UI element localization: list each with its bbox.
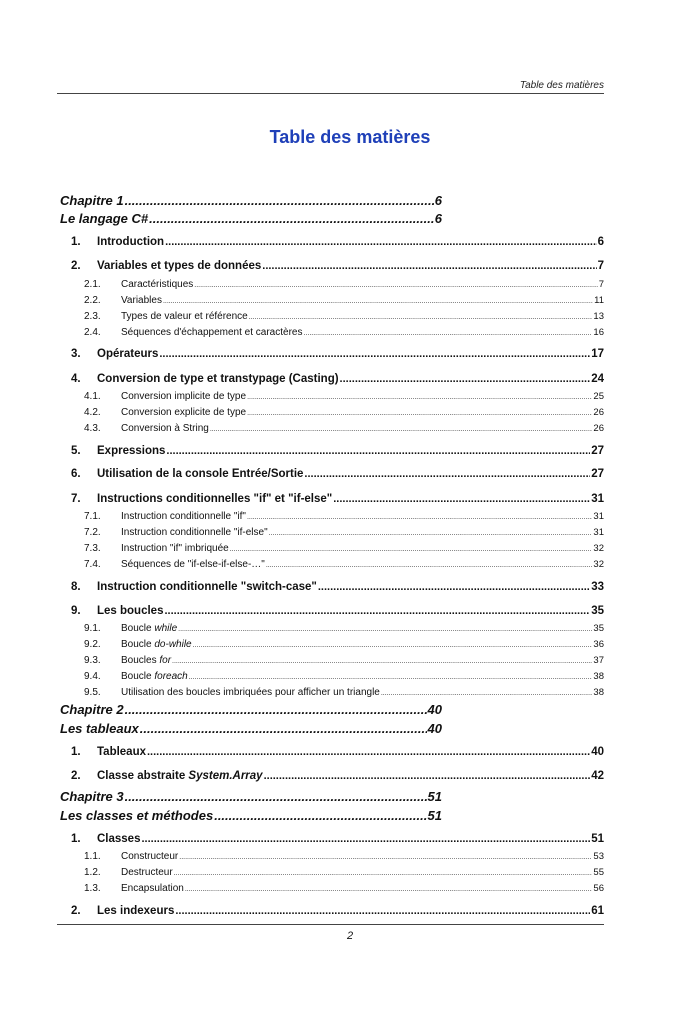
toc-entry-number: 7.4.	[84, 559, 101, 570]
toc-entry-title: Chapitre 2	[60, 702, 124, 717]
toc-entry-page: 32	[593, 559, 604, 570]
toc-entry-number: 7.1.	[84, 511, 101, 522]
toc-entry-number: 7.	[71, 493, 81, 505]
toc-entry-title: Séquences de "if-else-if-else-…"	[121, 559, 265, 570]
toc-entry-title: Chapitre 3	[60, 789, 124, 804]
toc-entry-title: Utilisation de la console Entrée/Sortie	[97, 468, 304, 480]
toc-entry-number: 3.	[71, 348, 81, 360]
dot-leader	[214, 809, 426, 822]
toc-entry-title: Classe abstraite System.Array	[97, 770, 263, 782]
toc-entry-page: 38	[593, 687, 604, 698]
toc-entry-number: 7.3.	[84, 543, 101, 554]
toc-entry-page: 26	[593, 407, 604, 418]
toc-entry-title: Conversion de type et transtypage (Casting)	[97, 373, 339, 385]
toc-entry-page: 56	[593, 883, 604, 894]
toc-entry-page: 51	[591, 833, 604, 845]
dot-leader	[333, 494, 590, 506]
toc-entry[interactable]	[71, 494, 604, 506]
dot-leader	[262, 261, 596, 273]
toc-entry-title: Les boucles	[97, 605, 164, 617]
toc-entry-page: 31	[593, 511, 604, 522]
toc-entry-number: 8.	[71, 581, 81, 593]
toc-entry-number: 4.	[71, 373, 81, 385]
toc-entry-title: Destructeur	[121, 867, 173, 878]
dot-leader	[247, 512, 592, 522]
toc-entry-number: 9.2.	[84, 639, 101, 650]
dot-leader	[303, 328, 592, 338]
toc-entry[interactable]	[71, 771, 604, 783]
toc-entry-number: 2.3.	[84, 311, 101, 322]
toc-entry[interactable]	[71, 582, 604, 594]
dot-leader	[210, 424, 593, 434]
dot-leader	[125, 194, 434, 207]
running-header: Table des matières	[519, 80, 604, 91]
toc-entry[interactable]	[60, 722, 442, 735]
toc-entry-page: 35	[593, 623, 604, 634]
toc-entry-page: 51	[427, 789, 442, 804]
dot-leader	[147, 747, 590, 759]
toc-entry-page: 35	[591, 605, 604, 617]
toc-entry-page: 7	[597, 260, 604, 272]
toc-entry-title: Les tableaux	[60, 721, 139, 736]
toc-entry[interactable]	[71, 374, 604, 386]
toc-entry-title: Tableaux	[97, 746, 146, 758]
toc-entry[interactable]	[84, 296, 604, 306]
toc-entry-title: Encapsulation	[121, 883, 184, 894]
toc-entry-page: 51	[427, 808, 442, 823]
toc-entry-page: 40	[427, 721, 442, 736]
toc-entry[interactable]	[84, 640, 604, 650]
toc-entry-page: 7	[598, 279, 604, 290]
dot-leader	[149, 212, 434, 225]
toc-entry[interactable]	[71, 906, 604, 918]
dot-leader	[304, 469, 590, 481]
toc-entry-number: 9.4.	[84, 671, 101, 682]
toc-entry-title: Conversion à String	[121, 423, 209, 434]
toc-entry[interactable]	[60, 194, 442, 207]
toc-entry-number: 2.1.	[84, 279, 101, 290]
dot-leader	[159, 349, 590, 361]
toc-entry-page: 40	[591, 746, 604, 758]
dot-leader	[172, 656, 592, 666]
footer-rule	[57, 924, 604, 925]
toc-entry-title: Instruction conditionnelle "if"	[121, 511, 246, 522]
toc-entry-number: 9.3.	[84, 655, 101, 666]
toc-entry[interactable]	[84, 672, 604, 682]
toc-entry-page: 53	[593, 851, 604, 862]
toc-entry[interactable]	[71, 237, 604, 249]
toc-entry-title: Instruction "if" imbriquée	[121, 543, 229, 554]
toc-entry-page: 25	[593, 391, 604, 402]
toc-entry[interactable]	[84, 656, 604, 666]
toc-entry-page: 11	[594, 295, 604, 306]
toc-entry-page: 31	[593, 527, 604, 538]
toc-entry-page: 42	[591, 770, 604, 782]
toc-entry[interactable]	[71, 349, 604, 361]
toc-entry-page: 33	[591, 581, 604, 593]
toc-entry-page: 37	[593, 655, 604, 666]
dot-leader	[264, 771, 591, 783]
toc-entry[interactable]	[60, 809, 442, 822]
toc-entry-title: Conversion implicite de type	[121, 391, 247, 402]
toc-entry[interactable]	[71, 834, 604, 846]
dot-leader	[193, 640, 593, 650]
dot-leader	[249, 312, 593, 322]
toc-entry-page: 36	[593, 639, 604, 650]
toc-entry-page: 6	[434, 211, 442, 226]
dot-leader	[125, 790, 427, 803]
toc-entry[interactable]	[71, 446, 604, 458]
toc-entry-title: Boucle do-while	[121, 639, 192, 650]
toc-entry[interactable]	[71, 469, 604, 481]
dot-leader	[381, 688, 593, 698]
toc-entry-title: Variables	[121, 295, 162, 306]
toc-entry-number: 7.2.	[84, 527, 101, 538]
dot-leader	[178, 624, 592, 634]
toc-title: Table des matières	[269, 127, 431, 147]
toc-entry-title: Classes	[97, 833, 141, 845]
toc-entry-number: 1.	[71, 833, 81, 845]
dot-leader	[141, 834, 590, 846]
toc-entry[interactable]	[84, 512, 604, 522]
toc-entry-title: Caractéristiques	[121, 279, 194, 290]
dot-leader	[163, 296, 593, 306]
dot-leader	[340, 374, 591, 386]
toc-entry[interactable]	[60, 703, 442, 716]
toc-entry-number: 9.5.	[84, 687, 101, 698]
header-rule	[57, 93, 604, 94]
toc-entry[interactable]	[84, 424, 604, 434]
toc-entry-number: 9.	[71, 605, 81, 617]
toc-entry-page: 32	[593, 543, 604, 554]
dot-leader	[140, 722, 427, 735]
dot-leader	[166, 446, 590, 458]
toc-entry-title: Constructeur	[121, 851, 179, 862]
toc-entry-number: 2.	[71, 260, 81, 272]
toc-entry-number: 1.	[71, 746, 81, 758]
dot-leader	[194, 280, 597, 290]
toc-entry[interactable]	[84, 560, 604, 570]
toc-entry-title: Boucle foreach	[121, 671, 188, 682]
toc-entry[interactable]	[84, 408, 604, 418]
toc-entry[interactable]	[60, 790, 442, 803]
toc-entry-title: Boucle while	[121, 623, 178, 634]
page-number: 2	[346, 930, 354, 942]
dot-leader	[125, 703, 427, 716]
toc-entry-title: Introduction	[97, 236, 165, 248]
toc-entry[interactable]	[84, 868, 604, 878]
dot-leader	[165, 237, 597, 249]
toc-entry-page: 26	[593, 423, 604, 434]
toc-entry-title: Opérateurs	[97, 348, 159, 360]
toc-entry-title: Boucles for	[121, 655, 172, 666]
dot-leader	[189, 672, 593, 682]
toc-entry-page: 13	[593, 311, 604, 322]
toc-entry-title: Le langage C#	[60, 211, 149, 226]
toc-entry-number: 1.3.	[84, 883, 101, 894]
toc-entry[interactable]	[71, 606, 604, 618]
toc-entry-title: Instruction conditionnelle "switch-case"	[97, 581, 317, 593]
toc-entry-title: Instructions conditionnelles "if" et "if-else"	[97, 493, 333, 505]
toc-entry-number: 1.	[71, 236, 81, 248]
toc-entry-page: 61	[591, 905, 604, 917]
toc-entry-title: Chapitre 1	[60, 193, 124, 208]
toc-entry-title: Les indexeurs	[97, 905, 175, 917]
toc-entry-number: 1.1.	[84, 851, 101, 862]
toc-entry-page: 40	[427, 702, 442, 717]
toc-entry-page: 17	[591, 348, 604, 360]
toc-entry-page: 6	[434, 193, 442, 208]
toc-entry[interactable]	[84, 884, 604, 894]
toc-entry-page: 31	[591, 493, 604, 505]
toc-entry-page: 24	[591, 373, 604, 385]
toc-entry-title: Instruction conditionnelle "if-else"	[121, 527, 268, 538]
toc-entry-title: Types de valeur et référence	[121, 311, 248, 322]
toc-entry[interactable]	[84, 392, 604, 402]
toc-entry[interactable]	[84, 688, 604, 698]
toc-entry-number: 1.2.	[84, 867, 101, 878]
toc-entry[interactable]	[84, 280, 604, 290]
toc-entry-number: 4.3.	[84, 423, 101, 434]
toc-entry-page: 6	[597, 236, 604, 248]
toc-entry-number: 4.2.	[84, 407, 101, 418]
dot-leader	[247, 392, 592, 402]
toc-entry-number: 2.2.	[84, 295, 101, 306]
toc-entry-title: Variables et types de données	[97, 260, 262, 272]
toc-entry[interactable]	[84, 544, 604, 554]
dot-leader	[185, 884, 593, 894]
toc-entry[interactable]	[84, 328, 604, 338]
toc-entry[interactable]	[84, 624, 604, 634]
toc-entry[interactable]	[71, 747, 604, 759]
toc-entry[interactable]	[84, 852, 604, 862]
toc-entry-number: 6.	[71, 468, 81, 480]
dot-leader	[318, 582, 590, 594]
dot-leader	[174, 868, 593, 878]
toc-entry-page: 27	[591, 445, 604, 457]
toc-entry[interactable]	[84, 528, 604, 538]
toc-entry[interactable]	[84, 312, 604, 322]
toc-entry-number: 4.1.	[84, 391, 101, 402]
toc-entry[interactable]	[60, 212, 442, 225]
dot-leader	[266, 560, 593, 570]
toc-entry-page: 16	[593, 327, 604, 338]
toc-entry-number: 2.4.	[84, 327, 101, 338]
dot-leader	[247, 408, 592, 418]
dot-leader	[175, 906, 590, 918]
toc-entry-number: 2.	[71, 905, 81, 917]
dot-leader	[269, 528, 593, 538]
toc-entry-number: 5.	[71, 445, 81, 457]
toc-entry-number: 9.1.	[84, 623, 101, 634]
toc-entry-title: Utilisation des boucles imbriquées pour afficher un triangle	[121, 687, 380, 698]
toc-entry-page: 38	[593, 671, 604, 682]
toc-entry-title: Séquences d'échappement et caractères	[121, 327, 303, 338]
dot-leader	[179, 852, 592, 862]
toc-entry-number: 2.	[71, 770, 81, 782]
dot-leader	[164, 606, 590, 618]
dot-leader	[230, 544, 593, 554]
toc-entry-page: 55	[593, 867, 604, 878]
toc-entry[interactable]	[71, 261, 604, 273]
toc-entry-page: 27	[591, 468, 604, 480]
toc-entry-title: Conversion explicite de type	[121, 407, 247, 418]
toc-entry-title: Expressions	[97, 445, 166, 457]
toc-entry-title: Les classes et méthodes	[60, 808, 214, 823]
